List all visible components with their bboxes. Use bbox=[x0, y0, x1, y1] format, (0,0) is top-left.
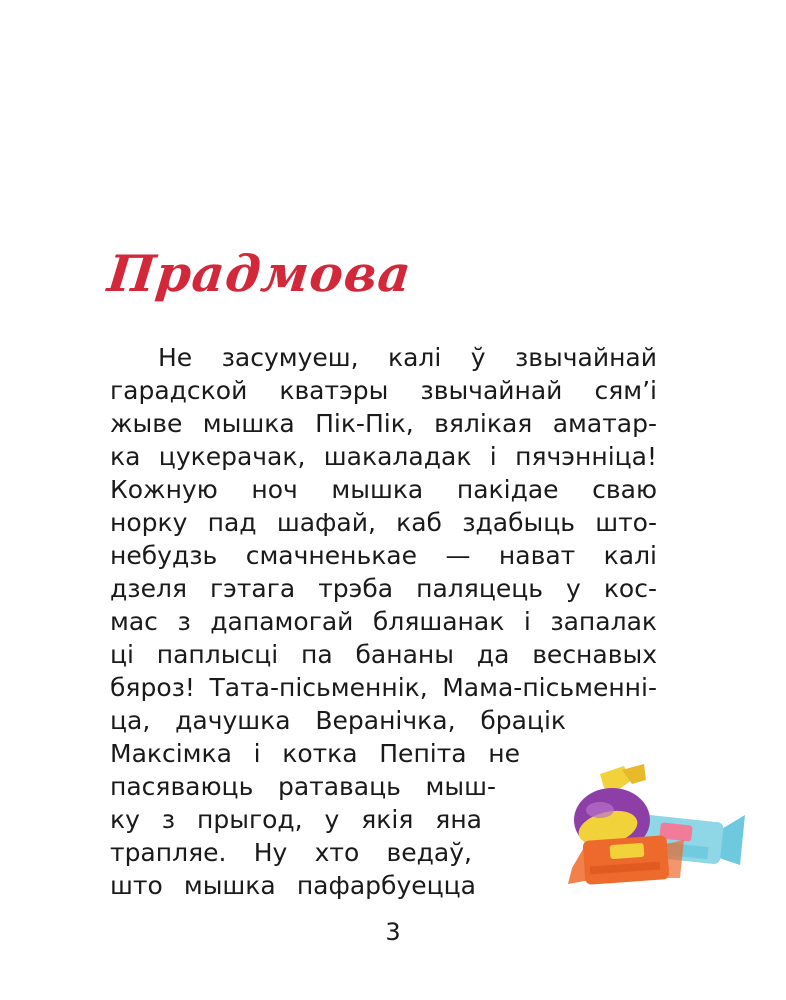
body-line: норку пад шафай, каб здабыць што- bbox=[110, 508, 657, 537]
chapter-heading: Прадмова bbox=[104, 244, 415, 303]
body-line: мас з дапамогай бляшанак і запалак bbox=[110, 607, 657, 636]
candies-illustration bbox=[560, 760, 750, 890]
body-line: Максімка і котка Пепіта не bbox=[110, 739, 520, 768]
body-line: жыве мышка Пік-Пік, вялікая аматар- bbox=[110, 409, 657, 438]
body-line: што мышка пафарбуецца bbox=[110, 871, 476, 900]
body-line: гарадской кватэры звычайнай сям’і bbox=[110, 376, 657, 405]
body-line: небудзь смачненькае — нават калі bbox=[110, 541, 657, 570]
orange-candy-icon bbox=[568, 835, 684, 885]
body-line: Кожную ноч мышка пакідае сваю bbox=[110, 475, 657, 504]
body-line: дзеля гэтага трэба паляцець у кос- bbox=[110, 574, 657, 603]
body-line: ку з прыгод, у якія яна bbox=[110, 805, 482, 834]
body-line: бяроз! Тата-пісьменнік, Мама-пісьменні- bbox=[110, 673, 657, 702]
body-line: трапляе. Ну хто ведаў, bbox=[110, 838, 472, 867]
body-line: ці паплысці па бананы да веснавых bbox=[110, 640, 657, 669]
page-number: 3 bbox=[385, 918, 401, 946]
body-line: Не засумуеш, калі ў звычайнай bbox=[158, 343, 657, 372]
body-line: ка цукерачак, шакаладак і пячэнніца! bbox=[110, 442, 657, 471]
body-line: ца, дачушка Веранічка, брацік bbox=[110, 706, 566, 735]
body-line: пасяваюць ратаваць мыш- bbox=[110, 772, 496, 801]
